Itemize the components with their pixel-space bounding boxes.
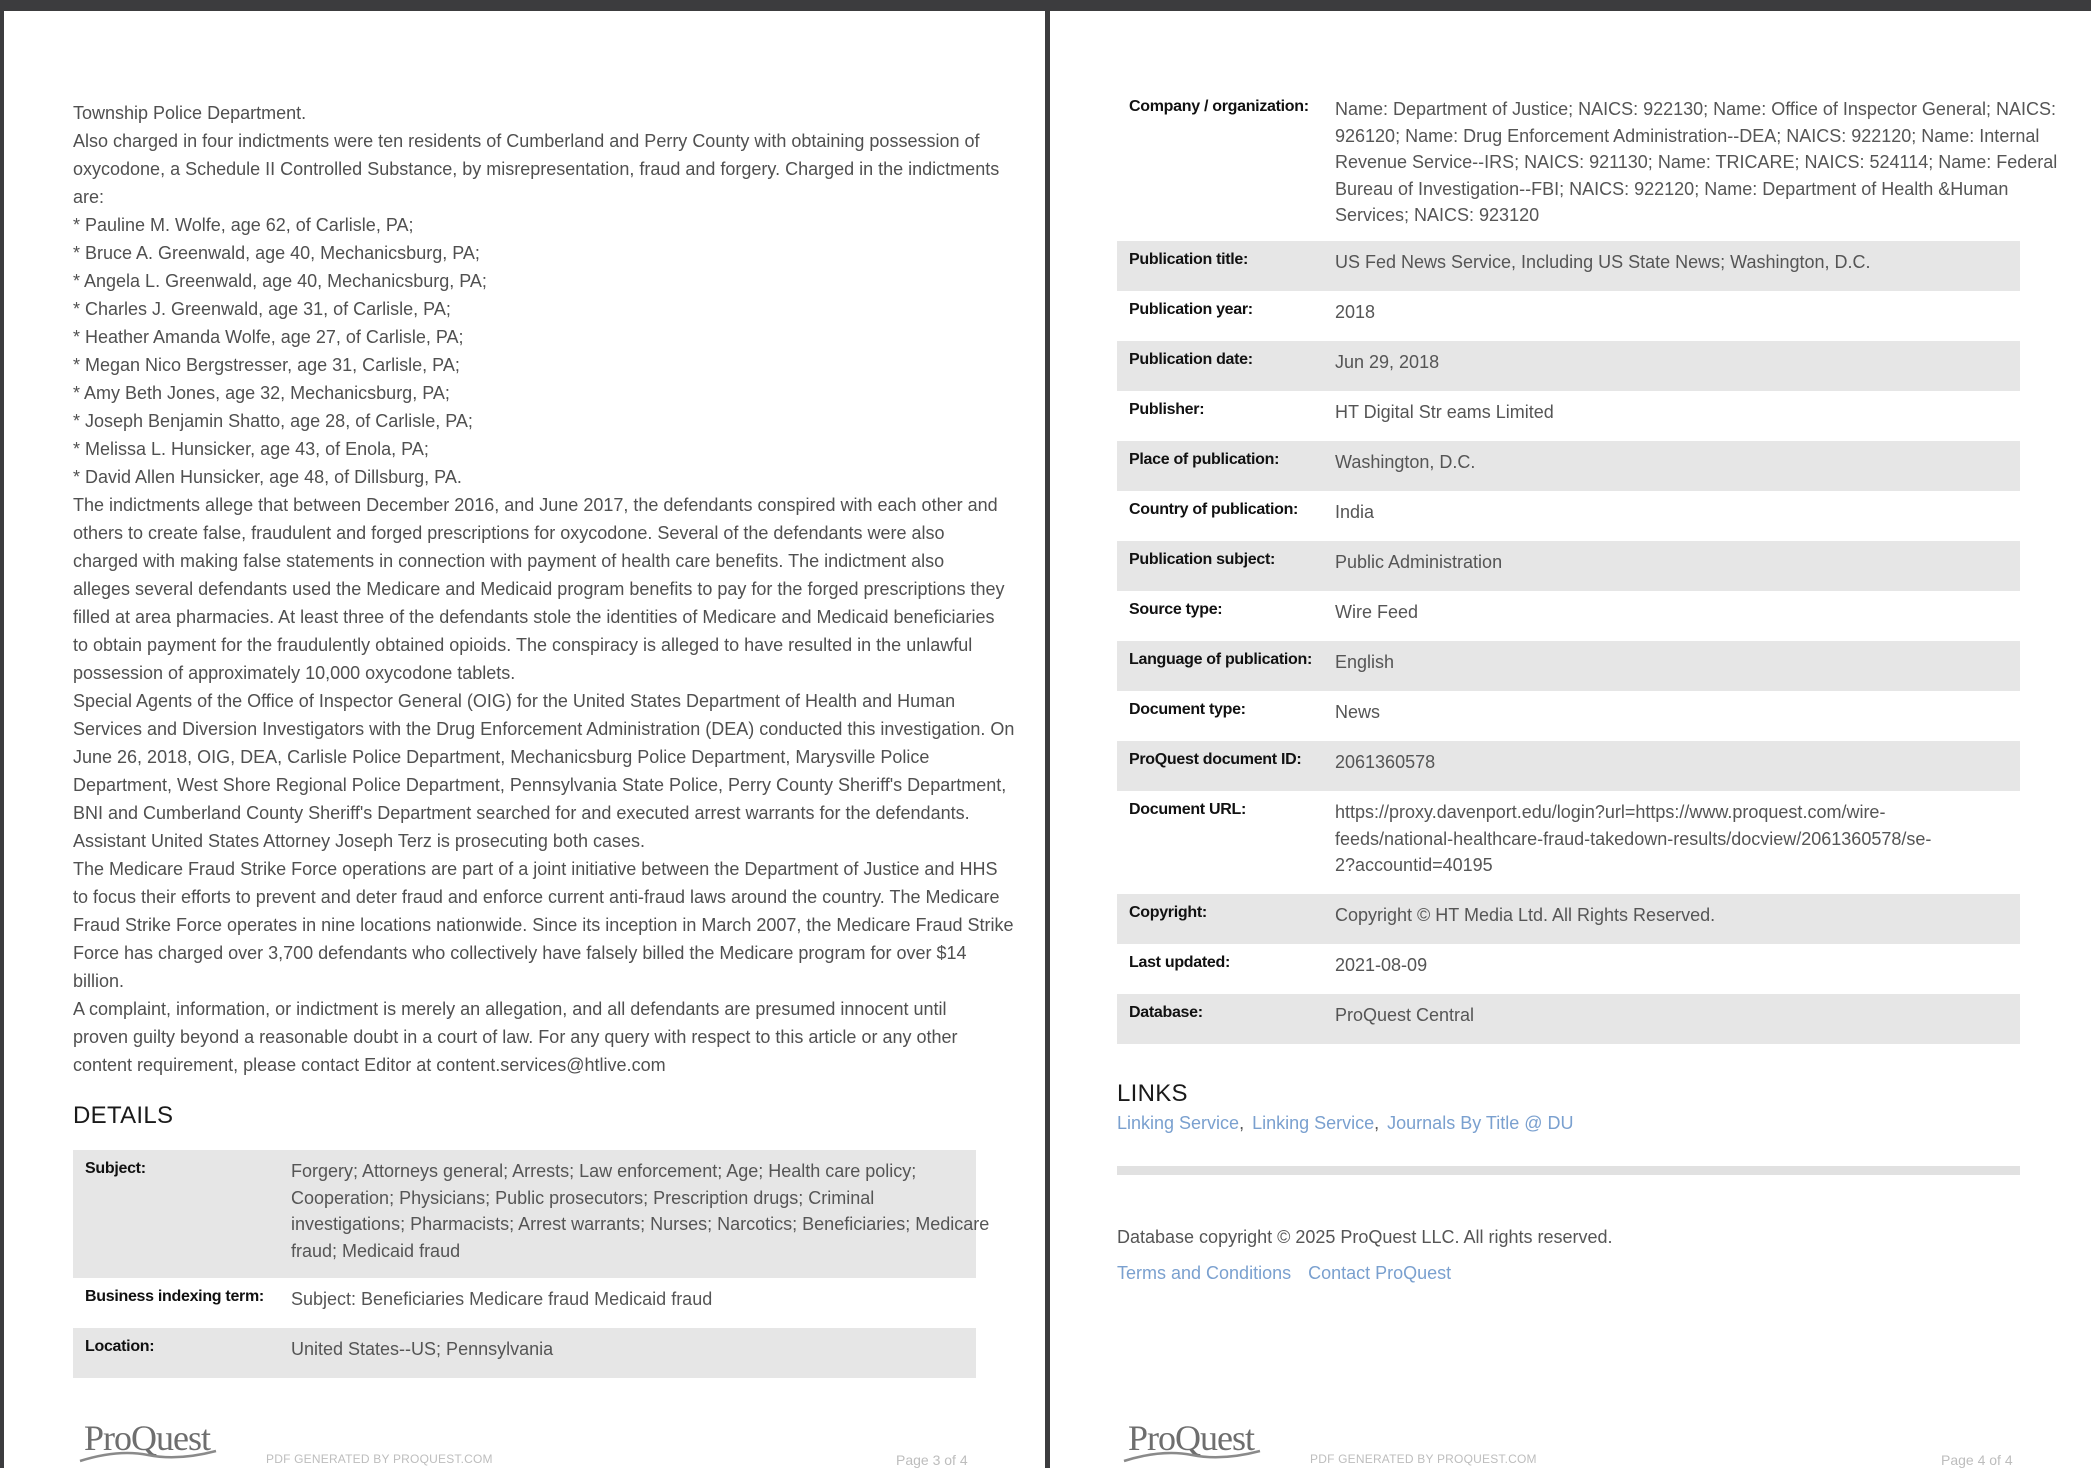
body-line: alleges several defendants used the Medicare and Medicaid program benefits to pay for the forged prescriptions they xyxy=(73,579,1005,599)
details-row-label: Publication title: xyxy=(1129,251,1249,268)
pdf-page-4 xyxy=(1050,11,2091,1468)
details-row xyxy=(73,1278,976,1328)
body-line: to focus their efforts to prevent and deter fraud and enforce current anti-fraud laws around the country. The Medicare xyxy=(73,887,1000,907)
details-row-label: Publication year: xyxy=(1129,301,1253,318)
details-row-value xyxy=(291,1278,976,1313)
body-line: possession of approximately 10,000 oxycodone tablets. xyxy=(73,663,516,683)
details-value-line: Cooperation; Physicians; Public prosecutors; Prescription drugs; Criminal xyxy=(291,1187,875,1208)
details-value-line: News xyxy=(1335,702,1381,722)
details-value-line: investigations; Pharmacists; Arrest warrants; Nurses; Narcotics; Beneficiaries; Medicare xyxy=(291,1214,990,1234)
body-line: * Megan Nico Bergstresser, age 31, Carlisle, PA; xyxy=(73,355,460,375)
contact-proquest-link[interactable]: Contact ProQuest xyxy=(1308,1263,1452,1283)
details-row xyxy=(1117,391,2020,441)
details-row-value xyxy=(1335,541,2020,576)
details-heading: DETAILS xyxy=(73,1102,174,1129)
details-row-label: Last updated: xyxy=(1129,954,1230,971)
body-line: * Heather Amanda Wolfe, age 27, of Carlisle, PA; xyxy=(73,327,464,347)
body-line: * David Allen Hunsicker, age 48, of Dillsburg, PA. xyxy=(73,467,462,487)
body-line: Force has charged over 3,700 defendants who collectively have falsely billed the Medicare program for over $14 xyxy=(73,943,967,963)
details-value-line: Name: Department of Justice; NAICS: 922130; Name: Office of Inspector General; NAICS: xyxy=(1335,99,2056,119)
journals-by-title-link[interactable]: Journals By Title @ DU xyxy=(1387,1113,1574,1133)
body-line: Fraud Strike Force operates in nine locations nationwide. Since its inception in March 2007, the Medicare Fraud Strike xyxy=(73,915,1014,935)
details-row-value xyxy=(1335,691,2020,726)
body-line: to obtain payment for the fraudulently obtained opioids. The conspiracy is alleged to have resulted in the unlawful xyxy=(73,635,973,655)
body-line: Special Agents of the Office of Inspector General (OIG) for the United States Department of Health and Human xyxy=(73,691,956,711)
details-value-line: HT Digital Str eams Limited xyxy=(1335,402,1554,422)
links-list xyxy=(1117,1113,1573,1134)
linking-service-link-2[interactable]: Linking Service xyxy=(1252,1113,1375,1133)
logo-text: ProQuest xyxy=(84,1418,210,1458)
details-value-line: 2018 xyxy=(1335,302,1376,322)
details-row-label: Document type: xyxy=(1129,701,1246,718)
details-row xyxy=(1117,691,2020,741)
article-body xyxy=(73,99,1015,1079)
body-line: billion. xyxy=(73,971,125,991)
details-row xyxy=(1117,741,2020,791)
body-line: * Bruce A. Greenwald, age 40, Mechanicsburg, PA; xyxy=(73,243,480,263)
details-value-line: https://proxy.davenport.edu/login?url=https://www.proquest.com/wire- xyxy=(1335,802,1886,822)
details-row-label: Publication subject: xyxy=(1129,551,1276,568)
details-row-label: Document URL: xyxy=(1129,801,1246,818)
details-row xyxy=(1117,541,2020,591)
details-row xyxy=(73,1328,976,1378)
details-row-value xyxy=(1335,391,2020,426)
body-line: June 26, 2018, OIG, DEA, Carlisle Police Department, Mechanicsburg Police Department, Marysville Police xyxy=(73,747,930,767)
body-line: are: xyxy=(73,187,105,207)
details-value-line: 2061360578 xyxy=(1335,752,1436,772)
details-row-value xyxy=(1335,441,2020,476)
body-line: charged with making false statements in connection with payment of health care benefits. The indictment also xyxy=(73,551,945,571)
details-row-value xyxy=(1335,241,2020,276)
details-value-line: Public Administration xyxy=(1335,552,1503,572)
details-row-label: Database: xyxy=(1129,1004,1203,1021)
details-row-label: Language of publication: xyxy=(1129,651,1313,668)
details-row-label: Publisher: xyxy=(1129,401,1205,418)
body-line: others to create false, fraudulent and forged prescriptions for oxycodone. Several of the defendants were also xyxy=(73,523,945,543)
body-line: content requirement, please contact Editor at content.services@htlive.com xyxy=(73,1055,666,1075)
body-line: * Pauline M. Wolfe, age 62, of Carlisle, PA; xyxy=(73,215,414,235)
details-value-line: fraud; Medicaid fraud xyxy=(291,1240,461,1261)
details-row-value xyxy=(1335,291,2020,326)
details-row-value xyxy=(1335,641,2020,676)
details-row xyxy=(1117,491,2020,541)
details-row xyxy=(1117,341,2020,391)
details-row-label: Country of publication: xyxy=(1129,501,1299,518)
footer-generated-text: PDF GENERATED BY PROQUEST.COM xyxy=(1310,1452,1537,1466)
body-line: Department, West Shore Regional Police Department, Pennsylvania State Police, Perry County Sheriff's Department, xyxy=(73,775,1007,795)
footer-generated-text: PDF GENERATED BY PROQUEST.COM xyxy=(266,1452,493,1466)
details-value-line: Copyright © HT Media Ltd. All Rights Reserved. xyxy=(1335,905,1716,925)
details-value-line: Wire Feed xyxy=(1335,602,1419,622)
details-row xyxy=(1117,291,2020,341)
body-line: Township Police Department. xyxy=(73,103,307,123)
pdf-page-3 xyxy=(4,11,1045,1468)
details-value-line: India xyxy=(1335,502,1375,522)
details-row xyxy=(1117,441,2020,491)
logo-text: ProQuest xyxy=(1128,1418,1254,1458)
links-heading: LINKS xyxy=(1117,1080,1188,1107)
details-row-label: Copyright: xyxy=(1129,904,1207,921)
body-line: * Angela L. Greenwald, age 40, Mechanicsburg, PA; xyxy=(73,271,487,291)
details-value-line: Jun 29, 2018 xyxy=(1335,352,1440,372)
body-line: Assistant United States Attorney Joseph Terz is prosecuting both cases. xyxy=(73,831,645,851)
footer-page-number: Page 4 of 4 xyxy=(1941,1452,2013,1468)
details-row xyxy=(1117,894,2020,944)
details-row xyxy=(1117,241,2020,291)
details-value-line: English xyxy=(1335,652,1395,672)
body-line: * Joseph Benjamin Shatto, age 28, of Carlisle, PA; xyxy=(73,411,473,431)
details-value-line: United States--US; Pennsylvania xyxy=(291,1339,554,1359)
details-row xyxy=(73,1150,990,1278)
details-row-value xyxy=(1335,994,2020,1029)
details-row-value xyxy=(1335,491,2020,526)
details-row-value xyxy=(1335,791,2020,879)
logo-swoosh-icon xyxy=(78,1447,218,1465)
details-row xyxy=(1117,88,2058,241)
details-value-line: Bureau of Investigation--FBI; NAICS: 922120; Name: Department of Health &Human xyxy=(1335,178,2009,199)
details-row-value xyxy=(1335,341,2020,376)
proquest-logo xyxy=(1128,1417,1254,1459)
details-row-label: ProQuest document ID: xyxy=(1129,751,1302,768)
logo-swoosh-icon xyxy=(1122,1447,1262,1465)
body-line: oxycodone, a Schedule II Controlled Substance, by misrepresentation, fraud and forgery. Charged in the indictments xyxy=(73,159,1000,179)
details-row-value xyxy=(291,1150,999,1264)
body-line: The indictments allege that between December 2016, and June 2017, the defendants conspired with each other and xyxy=(73,495,998,515)
linking-service-link-1[interactable]: Linking Service xyxy=(1117,1113,1240,1133)
body-line: * Melissa L. Hunsicker, age 43, of Enola, PA; xyxy=(73,439,429,459)
details-table xyxy=(73,1150,990,1378)
details-value-line: US Fed News Service, Including US State News; Washington, D.C. xyxy=(1335,252,1871,272)
body-line: * Charles J. Greenwald, age 31, of Carlisle, PA; xyxy=(73,299,451,319)
link-separator: , xyxy=(1239,1113,1245,1133)
details-value-line: Revenue Service--IRS; NAICS: 921130; Name: TRICARE; NAICS: 524114; Name: Federal xyxy=(1335,152,2058,172)
body-line: Also charged in four indictments were ten residents of Cumberland and Perry County with obtaining possession of xyxy=(73,131,980,151)
details-row xyxy=(1117,994,2020,1044)
details-row-value xyxy=(291,1328,976,1363)
details-value-line: 2?accountid=40195 xyxy=(1335,855,1493,875)
body-line: A complaint, information, or indictment is merely an allegation, and all defendants are presumed innocent until xyxy=(73,999,947,1019)
details-row-label: Location: xyxy=(85,1338,155,1355)
body-line: The Medicare Fraud Strike Force operations are part of a joint initiative between the Department of Justice and HHS xyxy=(73,859,998,879)
details-row-label: Subject: xyxy=(85,1160,146,1177)
details-row-label: Place of publication: xyxy=(1129,451,1280,468)
details-value-line: Subject: Beneficiaries Medicare fraud Medicaid fraud xyxy=(291,1289,713,1309)
details-table-continued xyxy=(1117,88,2058,1044)
details-value-line: feeds/national-healthcare-fraud-takedown-results/docview/2061360578/se- xyxy=(1335,828,1932,849)
body-line: proven guilty beyond a reasonable doubt in a court of law. For any query with respect to this article or any other xyxy=(73,1027,958,1047)
link-separator: , xyxy=(1374,1113,1380,1133)
details-row-value xyxy=(1335,944,2020,979)
divider-bar xyxy=(1117,1166,2020,1175)
details-row xyxy=(1117,591,2020,641)
details-row-value xyxy=(1335,591,2020,626)
details-row-value xyxy=(1335,741,2020,776)
details-value-line: ProQuest Central xyxy=(1335,1005,1475,1025)
details-value-line: Washington, D.C. xyxy=(1335,452,1476,472)
terms-and-conditions-link[interactable]: Terms and Conditions xyxy=(1117,1263,1292,1283)
details-value-line: Services; NAICS: 923120 xyxy=(1335,205,1540,225)
details-row-label: Company / organization: xyxy=(1129,98,1309,115)
details-row xyxy=(1117,791,2020,894)
details-value-line: 2021-08-09 xyxy=(1335,955,1428,975)
database-copyright: Database copyright © 2025 ProQuest LLC. All rights reserved. xyxy=(1117,1227,1613,1247)
footer-links xyxy=(1117,1263,1451,1284)
details-row-label: Publication date: xyxy=(1129,351,1253,368)
body-line: filled at area pharmacies. At least three of the defendants stole the identities of Medicare and Medicaid beneficiaries xyxy=(73,607,995,627)
details-value-line: Forgery; Attorneys general; Arrests; Law enforcement; Age; Health care policy; xyxy=(291,1161,917,1181)
footer-page-number: Page 3 of 4 xyxy=(896,1452,968,1468)
details-row-label: Business indexing term: xyxy=(85,1288,264,1305)
body-line: * Amy Beth Jones, age 32, Mechanicsburg, PA; xyxy=(73,383,450,403)
details-row-label: Source type: xyxy=(1129,601,1223,618)
body-line: BNI and Cumberland County Sheriff's Department searched for and executed arrest warrants for the defendants. xyxy=(73,803,970,823)
body-line: Services and Diversion Investigators with the Drug Enforcement Administration (DEA) conducted this investigation. On xyxy=(73,719,1015,739)
details-row xyxy=(1117,641,2020,691)
details-row xyxy=(1117,944,2020,994)
proquest-logo xyxy=(84,1417,210,1459)
details-row-value xyxy=(1335,894,2020,929)
details-value-line: 926120; Name: Drug Enforcement Administration--DEA; NAICS: 922120; Name: Internal xyxy=(1335,125,2040,146)
details-row-value xyxy=(1335,88,2067,229)
